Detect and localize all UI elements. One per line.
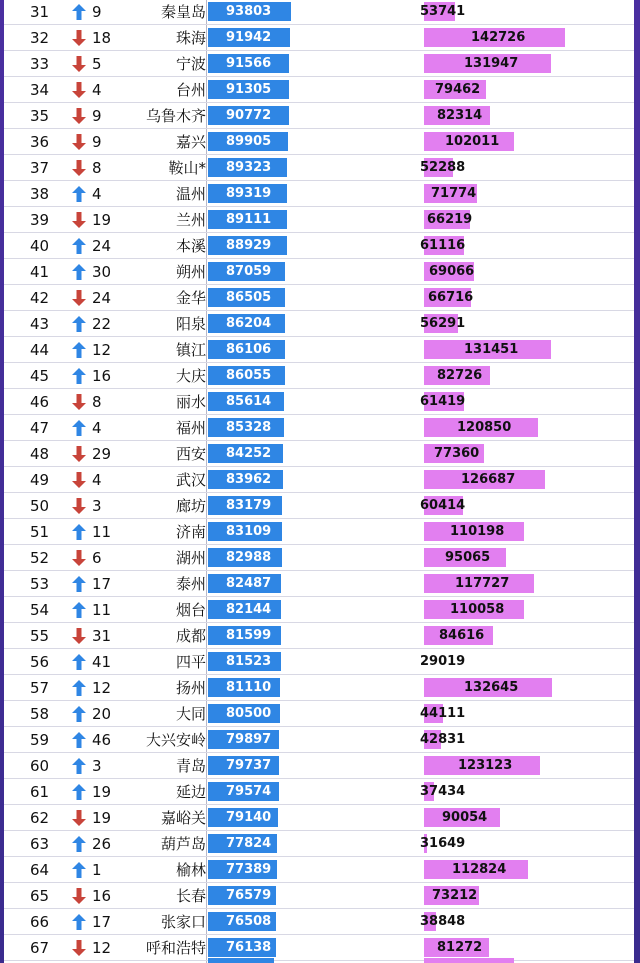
- rank-number: 60: [30, 757, 50, 775]
- rank-number: 63: [30, 835, 50, 853]
- rank-number: 59: [30, 731, 50, 749]
- city-name: 兰州: [175, 211, 206, 229]
- city-name: 嘉兴: [175, 133, 206, 151]
- arrow-down-icon: [72, 940, 86, 956]
- arrow-up-icon: [72, 654, 86, 670]
- blue-bar-label: 90772: [226, 108, 272, 123]
- arrow-down-icon: [72, 30, 86, 46]
- arrow-up-icon: [72, 368, 86, 384]
- blue-bar-label: 81599: [226, 628, 272, 643]
- pink-bar-label: 117727: [455, 576, 510, 591]
- arrow-down-icon: [72, 810, 86, 826]
- rank-number: 54: [30, 601, 50, 619]
- arrow-down-icon: [72, 212, 86, 228]
- city-name: 宁波: [175, 55, 206, 73]
- arrow-up-icon: [72, 264, 86, 280]
- blue-bar-label: 77389: [226, 862, 272, 877]
- city-name: 大同: [175, 705, 206, 723]
- rank-number: 37: [30, 159, 50, 177]
- arrow-up-icon: [72, 784, 86, 800]
- pink-bar-label: 131451: [464, 342, 519, 357]
- table-row: [4, 623, 634, 649]
- rank-change: 9: [92, 133, 102, 151]
- table-row: [4, 831, 634, 857]
- rank-change: 16: [92, 887, 112, 905]
- rank-change: 5: [92, 55, 102, 73]
- rank-number: 31: [30, 3, 50, 21]
- blue-bar-label: 93803: [226, 4, 272, 19]
- pink-bar-label: 123123: [458, 758, 513, 773]
- pink-bar-label: 60414: [420, 498, 466, 513]
- rank-number: 45: [30, 367, 50, 385]
- pink-bar-label: 84616: [439, 628, 485, 643]
- pink-bar-label: 142726: [471, 30, 526, 45]
- table-row: [4, 909, 634, 935]
- table-row: [4, 207, 634, 233]
- pink-bar-label: 110058: [450, 602, 505, 617]
- rank-change: 11: [92, 601, 112, 619]
- pink-bar-label: 66716: [428, 290, 474, 305]
- pink-bar-label: 82726: [437, 368, 483, 383]
- table-row: [4, 545, 634, 571]
- pink-bar-label: 73212: [432, 888, 478, 903]
- blue-bar-label: 79737: [226, 758, 272, 773]
- city-name: 镇江: [175, 341, 206, 359]
- arrow-up-icon: [72, 758, 86, 774]
- rank-change: 19: [92, 211, 112, 229]
- rank-change: 29: [92, 445, 112, 463]
- pink-bar-label: 112824: [452, 862, 507, 877]
- rank-change: 8: [92, 159, 102, 177]
- rank-change: 17: [92, 913, 112, 931]
- blue-bar-label: 83179: [226, 498, 272, 513]
- table-row: [4, 727, 634, 753]
- blue-bar-label: 82487: [226, 576, 272, 591]
- table-row: [4, 25, 634, 51]
- blue-bar-label: 89111: [226, 212, 272, 227]
- rank-change: 19: [92, 809, 112, 827]
- rank-number: 46: [30, 393, 50, 411]
- city-name: 台州: [175, 81, 206, 99]
- pink-bar-label: 53741: [420, 4, 466, 19]
- rank-change: 3: [92, 497, 102, 515]
- rank-number: 44: [30, 341, 50, 359]
- pink-bar-label: 77360: [434, 446, 480, 461]
- pink-bar-label: 90054: [442, 810, 488, 825]
- city-name: 乌鲁木齐: [145, 107, 206, 125]
- blue-bar-label: 83962: [226, 472, 272, 487]
- blue-bar-label: 80500: [226, 706, 272, 721]
- city-name: 武汉: [175, 471, 206, 489]
- pink-bar-label: 56291: [420, 316, 466, 331]
- arrow-up-icon: [72, 420, 86, 436]
- blue-bar-label: 82988: [226, 550, 272, 565]
- arrow-up-icon: [72, 680, 86, 696]
- rank-change: 12: [92, 679, 112, 697]
- table-row: [4, 129, 634, 155]
- city-name: 湖州: [175, 549, 206, 567]
- rank-change: 4: [92, 419, 102, 437]
- rank-number: 35: [30, 107, 50, 125]
- pink-bar-label: 95065: [445, 550, 491, 565]
- table-row: [4, 571, 634, 597]
- city-name: 四平: [175, 653, 206, 671]
- table-row: [4, 77, 634, 103]
- rank-change: 1: [92, 861, 102, 879]
- arrow-down-icon: [72, 108, 86, 124]
- blue-bar-label: 81110: [226, 680, 272, 695]
- blue-bar-label: 85614: [226, 394, 272, 409]
- arrow-up-icon: [72, 238, 86, 254]
- table-row: [4, 519, 634, 545]
- table-row: [4, 155, 634, 181]
- arrow-up-icon: [72, 186, 86, 202]
- table-row: [4, 597, 634, 623]
- blue-bar-label: 76508: [226, 914, 272, 929]
- rank-number: 67: [30, 939, 50, 957]
- city-name: 成都: [175, 627, 206, 645]
- city-name: 泰州: [175, 575, 206, 593]
- rank-change: 3: [92, 757, 102, 775]
- rank-change: 9: [92, 3, 102, 21]
- pink-bar-label: 110198: [450, 524, 505, 539]
- blue-bar-label: 86505: [226, 290, 272, 305]
- rank-number: 51: [30, 523, 50, 541]
- pink-bar-label: 31649: [420, 836, 466, 851]
- table-row: [4, 493, 634, 519]
- pink-bar-label: 82314: [437, 108, 483, 123]
- rank-change: 11: [92, 523, 112, 541]
- rank-change: 30: [92, 263, 112, 281]
- arrow-down-icon: [72, 134, 86, 150]
- rank-number: 49: [30, 471, 50, 489]
- rank-number: 53: [30, 575, 50, 593]
- arrow-down-icon: [72, 550, 86, 566]
- city-name: 大庆: [175, 367, 206, 385]
- table-row: [4, 753, 634, 779]
- table-row: [4, 415, 634, 441]
- table-row: [4, 389, 634, 415]
- rank-change: 46: [92, 731, 112, 749]
- rank-number: 62: [30, 809, 50, 827]
- pink-bar-label: 52288: [420, 160, 466, 175]
- pink-bar-label: 69066: [429, 264, 475, 279]
- blue-bar-label: 86204: [226, 316, 272, 331]
- city-name: 嘉峪关: [160, 809, 206, 827]
- blue-bar-label: 79140: [226, 810, 272, 825]
- rank-number: 56: [30, 653, 50, 671]
- rank-number: 48: [30, 445, 50, 463]
- city-name: 鞍山*: [168, 159, 206, 177]
- blue-bar-label: 91566: [226, 56, 272, 71]
- arrow-down-icon: [72, 160, 86, 176]
- city-name: 张家口: [160, 913, 206, 931]
- blue-bar-label: 85328: [226, 420, 272, 435]
- rank-number: 55: [30, 627, 50, 645]
- pink-bar-label: 132645: [464, 680, 519, 695]
- pink-bar-label: 126687: [461, 472, 516, 487]
- rank-number: 34: [30, 81, 50, 99]
- table-row: [4, 649, 634, 675]
- pink-bar-label: 44111: [420, 706, 466, 721]
- blue-bar-label: 88929: [226, 238, 272, 253]
- pink-bar-label: 38848: [420, 914, 466, 929]
- table-row: [4, 259, 634, 285]
- rank-change: 4: [92, 185, 102, 203]
- blue-bar-label: 81523: [226, 654, 272, 669]
- rank-number: 64: [30, 861, 50, 879]
- city-name: 济南: [175, 523, 206, 541]
- city-name: 金华: [175, 289, 206, 307]
- table-row: [4, 285, 634, 311]
- blue-bar-label: 76138: [226, 940, 272, 955]
- table-row: [4, 935, 634, 961]
- table-row: [4, 311, 634, 337]
- pink-bar-label: 61116: [420, 238, 466, 253]
- rank-number: 65: [30, 887, 50, 905]
- partial-blue-bar: [208, 958, 274, 963]
- rank-number: 50: [30, 497, 50, 515]
- rank-change: 20: [92, 705, 112, 723]
- arrow-down-icon: [72, 290, 86, 306]
- arrow-up-icon: [72, 342, 86, 358]
- pink-bar-label: 120850: [457, 420, 512, 435]
- arrow-down-icon: [72, 56, 86, 72]
- arrow-down-icon: [72, 472, 86, 488]
- blue-bar-label: 82144: [226, 602, 272, 617]
- city-name: 福州: [175, 419, 206, 437]
- rank-change: 12: [92, 939, 112, 957]
- rank-number: 47: [30, 419, 50, 437]
- rank-change: 26: [92, 835, 112, 853]
- rank-number: 38: [30, 185, 50, 203]
- city-name: 延边: [175, 783, 206, 801]
- rank-change: 41: [92, 653, 112, 671]
- blue-bar-label: 86055: [226, 368, 272, 383]
- city-name: 青岛: [175, 757, 206, 775]
- city-name: 大兴安岭: [145, 731, 206, 749]
- city-name: 阳泉: [175, 315, 206, 333]
- blue-bar-label: 89319: [226, 186, 272, 201]
- rank-number: 36: [30, 133, 50, 151]
- arrow-down-icon: [72, 394, 86, 410]
- rank-change: 4: [92, 81, 102, 99]
- table-row: [4, 233, 634, 259]
- city-name: 朔州: [175, 263, 206, 281]
- blue-bar-label: 79574: [226, 784, 272, 799]
- city-name: 烟台: [175, 601, 206, 619]
- rank-change: 18: [92, 29, 112, 47]
- rank-change: 22: [92, 315, 112, 333]
- blue-bar-label: 91942: [226, 30, 272, 45]
- arrow-up-icon: [72, 602, 86, 618]
- rank-number: 41: [30, 263, 50, 281]
- city-name: 呼和浩特: [145, 939, 206, 957]
- blue-bar-label: 89323: [226, 160, 272, 175]
- arrow-down-icon: [72, 446, 86, 462]
- table-row: [4, 675, 634, 701]
- city-name: 温州: [175, 185, 206, 203]
- rank-change: 24: [92, 289, 112, 307]
- arrow-down-icon: [72, 82, 86, 98]
- arrow-up-icon: [72, 732, 86, 748]
- rank-change: 9: [92, 107, 102, 125]
- pink-bar-label: 61419: [420, 394, 466, 409]
- rank-number: 40: [30, 237, 50, 255]
- arrow-down-icon: [72, 888, 86, 904]
- rank-change: 19: [92, 783, 112, 801]
- arrow-up-icon: [72, 576, 86, 592]
- pink-bar-label: 81272: [437, 940, 483, 955]
- table-row: [4, 181, 634, 207]
- blue-bar-label: 91305: [226, 82, 272, 97]
- city-name: 西安: [175, 445, 206, 463]
- table-row: [4, 337, 634, 363]
- blue-bar-label: 84252: [226, 446, 272, 461]
- blue-bar-label: 86106: [226, 342, 272, 357]
- arrow-up-icon: [72, 836, 86, 852]
- city-name: 珠海: [175, 29, 206, 47]
- rank-change: 4: [92, 471, 102, 489]
- rank-change: 24: [92, 237, 112, 255]
- blue-bar-label: 89905: [226, 134, 272, 149]
- table-row: [4, 51, 634, 77]
- rank-change: 31: [92, 627, 112, 645]
- pink-bar-label: 71774: [431, 186, 477, 201]
- arrow-up-icon: [72, 316, 86, 332]
- ranking-table: [4, 0, 634, 963]
- arrow-up-icon: [72, 862, 86, 878]
- arrow-up-icon: [72, 914, 86, 930]
- pink-bar-label: 29019: [420, 654, 466, 669]
- table-row: [4, 701, 634, 727]
- table-row: [4, 441, 634, 467]
- rank-change: 6: [92, 549, 102, 567]
- city-name: 本溪: [175, 237, 206, 255]
- arrow-down-icon: [72, 628, 86, 644]
- city-name: 秦皇岛: [160, 3, 206, 21]
- blue-bar-label: 87059: [226, 264, 272, 279]
- arrow-up-icon: [72, 524, 86, 540]
- table-row: [4, 883, 634, 909]
- pink-bar-label: 79462: [435, 82, 481, 97]
- table-row: [4, 363, 634, 389]
- rank-change: 17: [92, 575, 112, 593]
- table-row: [4, 779, 634, 805]
- city-name: 长春: [175, 887, 206, 905]
- pink-bar-label: 42831: [420, 732, 466, 747]
- partial-pink-bar: [424, 958, 514, 963]
- city-name: 丽水: [175, 393, 206, 411]
- rank-number: 39: [30, 211, 50, 229]
- city-name: 扬州: [175, 679, 206, 697]
- blue-bar-label: 79897: [226, 732, 272, 747]
- pink-bar-label: 102011: [445, 134, 500, 149]
- arrow-up-icon: [72, 706, 86, 722]
- table-row: [4, 805, 634, 831]
- rank-change: 12: [92, 341, 112, 359]
- pink-bar-label: 131947: [464, 56, 519, 71]
- blue-bar-label: 77824: [226, 836, 272, 851]
- city-name: 榆林: [175, 861, 206, 879]
- rank-number: 33: [30, 55, 50, 73]
- table-row: [4, 857, 634, 883]
- table-row: [4, 467, 634, 493]
- rank-number: 52: [30, 549, 50, 567]
- pink-bar-label: 37434: [420, 784, 466, 799]
- blue-bar-label: 76579: [226, 888, 272, 903]
- rank-change: 8: [92, 393, 102, 411]
- pink-bar-label: 66219: [427, 212, 473, 227]
- rank-change: 16: [92, 367, 112, 385]
- rank-number: 58: [30, 705, 50, 723]
- rank-number: 32: [30, 29, 50, 47]
- rank-number: 66: [30, 913, 50, 931]
- table-row: [4, 103, 634, 129]
- city-name: 葫芦岛: [160, 835, 206, 853]
- city-name: 廊坊: [175, 497, 206, 515]
- rank-number: 61: [30, 783, 50, 801]
- table-row: [4, 0, 634, 25]
- arrow-up-icon: [72, 4, 86, 20]
- rank-number: 42: [30, 289, 50, 307]
- rank-number: 57: [30, 679, 50, 697]
- rank-number: 43: [30, 315, 50, 333]
- arrow-down-icon: [72, 498, 86, 514]
- blue-bar-label: 83109: [226, 524, 272, 539]
